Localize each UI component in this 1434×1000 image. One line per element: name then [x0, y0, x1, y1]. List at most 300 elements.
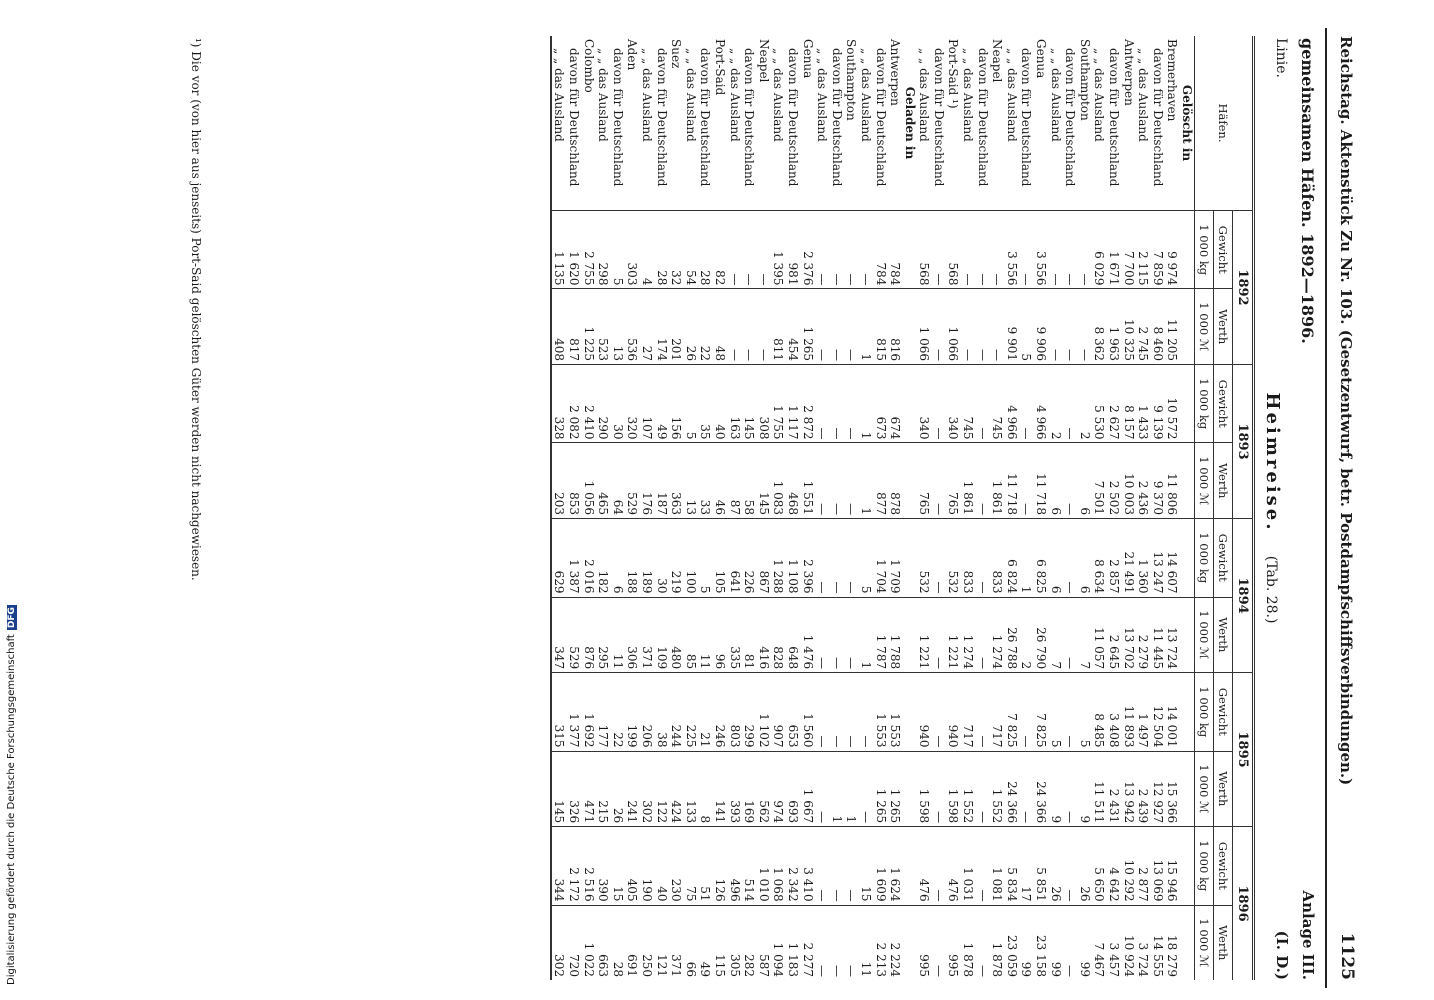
table-cell: 328	[551, 365, 567, 443]
table-cell: 22	[610, 673, 625, 751]
table-cell: 340	[946, 365, 961, 443]
empty-cell	[1179, 751, 1194, 827]
row-label: Genua	[800, 39, 815, 79]
table-cell: —	[961, 211, 976, 289]
table-cell: 529	[625, 443, 640, 519]
table-cell: 188	[625, 519, 640, 597]
table-cell: —	[815, 751, 830, 827]
table-cell: 1 031	[961, 827, 976, 905]
table-cell: 5 650	[1092, 827, 1107, 905]
unit-gewicht-1892: 1 000 kg	[1195, 211, 1214, 289]
table-cell: 1	[858, 597, 873, 673]
row-label: davon für Deutschland	[698, 48, 713, 187]
table-cell: 1 010	[756, 827, 771, 905]
page-number: 1125	[1337, 932, 1357, 980]
table-cell: 21	[698, 673, 713, 751]
table-cell: 693	[785, 751, 800, 827]
table-cell: 536	[625, 289, 640, 365]
table-cell: —	[844, 827, 859, 905]
row-label: „ „ das Ausland	[1048, 48, 1063, 142]
table-cell: 363	[669, 443, 684, 519]
table-cell: 2 877	[1136, 827, 1151, 905]
table-cell: 641	[727, 519, 742, 597]
table-cell: 305	[727, 905, 742, 980]
row-label: davon für Deutschland	[829, 48, 844, 187]
table-cell: 82	[712, 211, 727, 289]
table-cell: 15 946	[1165, 827, 1180, 905]
table-cell: 9 974	[1165, 211, 1180, 289]
table-cell: 6 825	[1033, 519, 1048, 597]
table-cell: 145	[756, 443, 771, 519]
unit-werth-1892: 1 000 ℳ	[1195, 289, 1214, 365]
table-row	[654, 36, 669, 980]
table-cell: —	[931, 519, 946, 597]
anlage-sub: (I. D.)	[1273, 930, 1291, 980]
table-row	[712, 36, 727, 980]
table-cell: —	[1063, 905, 1078, 980]
table-cell: 1	[829, 751, 844, 827]
table-cell: —	[815, 289, 830, 365]
unit-gewicht-1895: 1 000 kg	[1195, 673, 1214, 751]
empty-cell	[902, 443, 917, 519]
table-row	[1004, 36, 1019, 980]
table-cell: 344	[551, 827, 567, 905]
table-cell: 85	[683, 597, 698, 673]
table-cell: 765	[917, 443, 932, 519]
table-cell: 587	[756, 905, 771, 980]
table-cell: —	[1019, 211, 1034, 289]
table-cell: —	[844, 443, 859, 519]
table-cell: —	[1019, 443, 1034, 519]
table-cell: 15 366	[1165, 751, 1180, 827]
table-cell: —	[829, 827, 844, 905]
row-label: „ „ das Ausland	[1136, 48, 1151, 142]
table-row	[858, 36, 873, 980]
table-row	[844, 36, 859, 980]
table-cell: 26 790	[1033, 597, 1048, 673]
table-cell: 532	[917, 519, 932, 597]
table-cell: 244	[669, 673, 684, 751]
table-cell: 1 288	[771, 519, 786, 597]
table-cell: 1 117	[785, 365, 800, 443]
table-row	[1048, 36, 1063, 980]
table-cell: 1 861	[990, 443, 1005, 519]
table-cell: 1 274	[961, 597, 976, 673]
table-cell: —	[844, 519, 859, 597]
empty-cell	[1179, 519, 1194, 597]
row-label: „ „ das Ausland	[815, 48, 830, 142]
table-cell: 49	[698, 905, 713, 980]
table-row	[1150, 36, 1165, 980]
table-row	[756, 36, 771, 980]
table-cell: 11	[858, 905, 873, 980]
table-cell: 21 491	[1121, 519, 1136, 597]
empty-cell	[1179, 597, 1194, 673]
table-cell: —	[756, 289, 771, 365]
section-geloescht-label: Gelöscht in	[1180, 84, 1194, 162]
table-cell: 2	[1077, 365, 1092, 443]
table-cell: 22	[698, 289, 713, 365]
table-row	[610, 36, 625, 980]
table-cell: —	[815, 673, 830, 751]
table-cell: 2 115	[1136, 211, 1151, 289]
table-row	[669, 36, 684, 980]
table-cell: 691	[625, 905, 640, 980]
table-cell: —	[1077, 289, 1092, 365]
table-cell: 1 861	[961, 443, 976, 519]
table-cell: 13	[610, 289, 625, 365]
table-cell: 1 553	[873, 673, 888, 751]
table-cell: 46	[712, 443, 727, 519]
table-cell: 290	[596, 365, 611, 443]
table-cell: —	[975, 673, 990, 751]
table-row	[1165, 36, 1180, 980]
table-cell: —	[829, 597, 844, 673]
table-cell: 371	[639, 597, 654, 673]
table-cell: 163	[727, 365, 742, 443]
table-cell: 145	[551, 751, 567, 827]
table-cell: 1 395	[771, 211, 786, 289]
table-cell: 303	[625, 211, 640, 289]
unit-gewicht-1893: 1 000 kg	[1195, 365, 1214, 443]
table-cell: 133	[683, 751, 698, 827]
table-cell: —	[815, 519, 830, 597]
table-cell: —	[931, 289, 946, 365]
table-cell: —	[1063, 289, 1078, 365]
table-cell: —	[975, 211, 990, 289]
table-cell: 10 572	[1165, 365, 1180, 443]
table-cell: 468	[785, 443, 800, 519]
table-cell: 2 016	[581, 519, 596, 597]
empty-cell	[902, 905, 917, 980]
table-cell: 371	[669, 905, 684, 980]
table-cell: 13 702	[1121, 597, 1136, 673]
table-cell: 38	[654, 673, 669, 751]
table-cell: 28	[654, 211, 669, 289]
table-cell: 11 718	[1004, 443, 1019, 519]
table-row	[990, 36, 1005, 980]
unit-werth-1895: 1 000 ℳ	[1195, 751, 1214, 827]
table-cell: 1 183	[785, 905, 800, 980]
table-cell: 14 555	[1150, 905, 1165, 980]
table-cell: 8 485	[1092, 673, 1107, 751]
table-cell: 12 927	[1150, 751, 1165, 827]
table-cell: 5	[683, 365, 698, 443]
table-cell: 1 221	[917, 597, 932, 673]
table-cell: 465	[596, 443, 611, 519]
row-label: davon für Deutschland	[654, 48, 669, 187]
empty-cell	[1179, 905, 1194, 980]
table-cell: 7 859	[1150, 211, 1165, 289]
unit-werth-1894: 1 000 ℳ	[1195, 597, 1214, 673]
col-gewicht-1895: Gewicht	[1214, 673, 1233, 751]
table-cell: 10 924	[1121, 905, 1136, 980]
table-cell: 817	[566, 289, 581, 365]
row-label: „ „ das Ausland	[858, 48, 873, 142]
table-cell: 3 556	[1004, 211, 1019, 289]
dfg-logo: DFG	[7, 607, 17, 629]
table-cell: 308	[756, 365, 771, 443]
table-cell: 203	[551, 443, 567, 519]
year-1895: 1895	[1233, 673, 1254, 827]
section-geladen-label: Geladen in	[902, 86, 917, 160]
table-row	[551, 36, 567, 980]
table-row	[742, 36, 757, 980]
row-label: davon für Deutschland	[742, 48, 757, 187]
table-cell: 3 556	[1033, 211, 1048, 289]
table-cell: 298	[596, 211, 611, 289]
table-cell: 876	[581, 597, 596, 673]
table-row	[1063, 36, 1078, 980]
table-row	[581, 36, 596, 980]
table-cell: 8	[698, 751, 713, 827]
section-geladen	[902, 36, 917, 980]
empty-cell	[902, 673, 917, 751]
table-cell: 347	[551, 597, 567, 673]
table-cell: 853	[566, 443, 581, 519]
table-row	[566, 36, 581, 980]
table-cell: 4 642	[1106, 827, 1121, 905]
table-cell: 8 634	[1092, 519, 1107, 597]
table-cell: 109	[654, 597, 669, 673]
table-cell: —	[742, 211, 757, 289]
unit-werth-1893: 1 000 ℳ	[1195, 443, 1214, 519]
table-cell: 299	[742, 673, 757, 751]
cargo-table	[550, 36, 1255, 980]
table-cell: 784	[888, 211, 903, 289]
table-cell: 653	[785, 673, 800, 751]
table-cell: —	[931, 443, 946, 519]
table-cell: —	[742, 289, 757, 365]
table-cell: 40	[654, 827, 669, 905]
table-cell: 1 624	[888, 827, 903, 905]
table-cell: —	[1063, 365, 1078, 443]
year-1896: 1896	[1233, 827, 1254, 980]
table-cell: —	[815, 597, 830, 673]
table-cell: —	[829, 289, 844, 365]
table-cell: 10 003	[1121, 443, 1136, 519]
table-cell: 302	[551, 905, 567, 980]
year-1892: 1892	[1233, 211, 1254, 365]
table-cell: 26	[1077, 827, 1092, 905]
unit-gewicht-1896: 1 000 kg	[1195, 827, 1214, 905]
table-cell: 17	[1019, 827, 1034, 905]
table-cell: —	[990, 211, 1005, 289]
row-label: davon für Deutschland	[567, 48, 582, 187]
table-cell: 629	[551, 519, 567, 597]
table-cell: 2 279	[1136, 597, 1151, 673]
row-label: „ „ das Ausland	[596, 48, 611, 142]
table-cell: 2	[1048, 365, 1063, 443]
table-cell: 562	[756, 751, 771, 827]
table-cell: 156	[669, 365, 684, 443]
table-cell: 476	[917, 827, 932, 905]
table-cell: 141	[712, 751, 727, 827]
table-cell: 10 292	[1121, 827, 1136, 905]
table-cell: 121	[654, 905, 669, 980]
table-row	[1121, 36, 1136, 980]
table-cell: 190	[639, 827, 654, 905]
table-cell: 6	[1077, 519, 1092, 597]
section-title: gemeinsamen Häfen. 1892—1896.	[1298, 38, 1317, 344]
year-1894: 1894	[1233, 519, 1254, 673]
table-cell: 9	[1048, 751, 1063, 827]
table-row	[815, 36, 830, 980]
table-cell: 5	[858, 519, 873, 597]
row-label: Colombo	[581, 39, 596, 93]
table-cell: —	[829, 905, 844, 980]
table-cell: —	[990, 289, 1005, 365]
table-row	[917, 36, 932, 980]
table-cell: 40	[712, 365, 727, 443]
table-cell: —	[727, 211, 742, 289]
table-cell: 1 083	[771, 443, 786, 519]
table-cell: —	[1077, 211, 1092, 289]
row-label: davon für Deutschland	[1019, 48, 1034, 187]
row-label: Port-Said ¹)	[946, 39, 961, 109]
empty-cell	[902, 289, 917, 365]
table-cell: 1	[844, 751, 859, 827]
table-cell: 11 205	[1165, 289, 1180, 365]
table-cell: 2 213	[873, 905, 888, 980]
table-cell: 496	[727, 827, 742, 905]
row-label: Aden	[625, 39, 640, 71]
table-cell: 230	[669, 827, 684, 905]
document-sheet	[87, 28, 1367, 988]
table-cell: 7 501	[1092, 443, 1107, 519]
table-cell: 13 724	[1165, 597, 1180, 673]
table-cell: 340	[917, 365, 932, 443]
table-cell: 995	[946, 905, 961, 980]
table-row	[961, 36, 976, 980]
table-cell: 5	[1019, 289, 1034, 365]
table-cell: 182	[596, 519, 611, 597]
table-cell: —	[844, 673, 859, 751]
year-header-row	[1233, 36, 1254, 980]
table-cell: 2 872	[800, 365, 815, 443]
table-cell: 1 963	[1106, 289, 1121, 365]
table-cell: —	[1019, 751, 1034, 827]
row-label: „ „ das Ausland	[917, 48, 932, 142]
row-label: Southampton	[1077, 39, 1092, 121]
year-1893: 1893	[1233, 365, 1254, 519]
table-cell: 2 431	[1106, 751, 1121, 827]
row-label: davon für Deutschland	[931, 48, 946, 187]
table-cell: 1 704	[873, 519, 888, 597]
table-cell: 11 893	[1121, 673, 1136, 751]
table-cell: 23 158	[1033, 905, 1048, 980]
table-cell: 1 068	[771, 827, 786, 905]
table-cell: 471	[581, 751, 596, 827]
table-cell: 26 788	[1004, 597, 1019, 673]
table-cell: —	[931, 905, 946, 980]
table-cell: 241	[625, 751, 640, 827]
row-label: Neapel	[756, 39, 771, 83]
table-cell: 6 029	[1092, 211, 1107, 289]
table-cell: 8 460	[1150, 289, 1165, 365]
table-cell: 8 362	[1092, 289, 1107, 365]
table-row	[1136, 36, 1151, 980]
table-cell: —	[1048, 211, 1063, 289]
table-cell: 8 157	[1121, 365, 1136, 443]
table-cell: 1 387	[566, 519, 581, 597]
table-cell: 28	[610, 905, 625, 980]
table-cell: 568	[917, 211, 932, 289]
table-cell: 2 376	[800, 211, 815, 289]
digitization-credit	[6, 25, 20, 985]
table-cell: 1 221	[946, 597, 961, 673]
table-row	[931, 36, 946, 980]
table-cell: 3 457	[1106, 905, 1121, 980]
table-cell: 24 366	[1033, 751, 1048, 827]
table-cell: 2 502	[1106, 443, 1121, 519]
table-cell: 1 497	[1136, 673, 1151, 751]
table-cell: —	[961, 289, 976, 365]
table-row	[727, 36, 742, 980]
table-cell: 3 724	[1136, 905, 1151, 980]
table-cell: 878	[888, 443, 903, 519]
table-cell: 9 139	[1150, 365, 1165, 443]
table-cell: 1 225	[581, 289, 596, 365]
table-cell: 30	[654, 519, 669, 597]
table-cell: 2 396	[800, 519, 815, 597]
unit-werth-1896: 1 000 ℳ	[1195, 905, 1214, 980]
table-cell: 11 511	[1092, 751, 1107, 827]
table-cell: 189	[639, 519, 654, 597]
table-cell: 2 755	[581, 211, 596, 289]
table-cell: 14 607	[1165, 519, 1180, 597]
table-cell: —	[844, 905, 859, 980]
table-cell: —	[931, 673, 946, 751]
row-label: „ „ das Ausland	[771, 48, 786, 142]
table-cell: 320	[625, 365, 640, 443]
table-cell: —	[1063, 751, 1078, 827]
table-cell: 58	[742, 443, 757, 519]
table-cell: 765	[946, 443, 961, 519]
table-cell: 532	[946, 519, 961, 597]
table-cell: —	[844, 289, 859, 365]
table-cell: 480	[669, 597, 684, 673]
table-cell: 15	[610, 827, 625, 905]
table-cell: 717	[990, 673, 1005, 751]
anlage-label: Anlage III.	[1299, 890, 1317, 980]
table-cell: 1 022	[581, 905, 596, 980]
row-label: Neapel	[990, 39, 1005, 83]
table-cell: —	[1063, 673, 1078, 751]
table-cell: 390	[596, 827, 611, 905]
table-row	[975, 36, 990, 980]
table-cell: 100	[683, 519, 698, 597]
table-cell: 99	[1048, 905, 1063, 980]
table-cell: 26	[683, 289, 698, 365]
table-cell: 1 433	[1136, 365, 1151, 443]
table-cell: 784	[873, 211, 888, 289]
table-cell: 867	[756, 519, 771, 597]
table-cell: 177	[596, 673, 611, 751]
col-haefen: Häfen.	[1195, 36, 1254, 211]
empty-cell	[902, 751, 917, 827]
table-cell: 1 056	[581, 443, 596, 519]
table-cell: 18 279	[1165, 905, 1180, 980]
col-gewicht-1892: Gewicht	[1214, 211, 1233, 289]
table-cell: 3 408	[1106, 673, 1121, 751]
table-cell: 828	[771, 597, 786, 673]
table-cell: 11	[698, 597, 713, 673]
table-cell: 2 342	[785, 827, 800, 905]
footnote: ¹) Die vor (von hier aus jenseits) Port-Said gelöschten Güter werden nicht nachgewiesen.	[189, 38, 203, 581]
table-cell: 1 609	[873, 827, 888, 905]
table-cell: 326	[566, 751, 581, 827]
